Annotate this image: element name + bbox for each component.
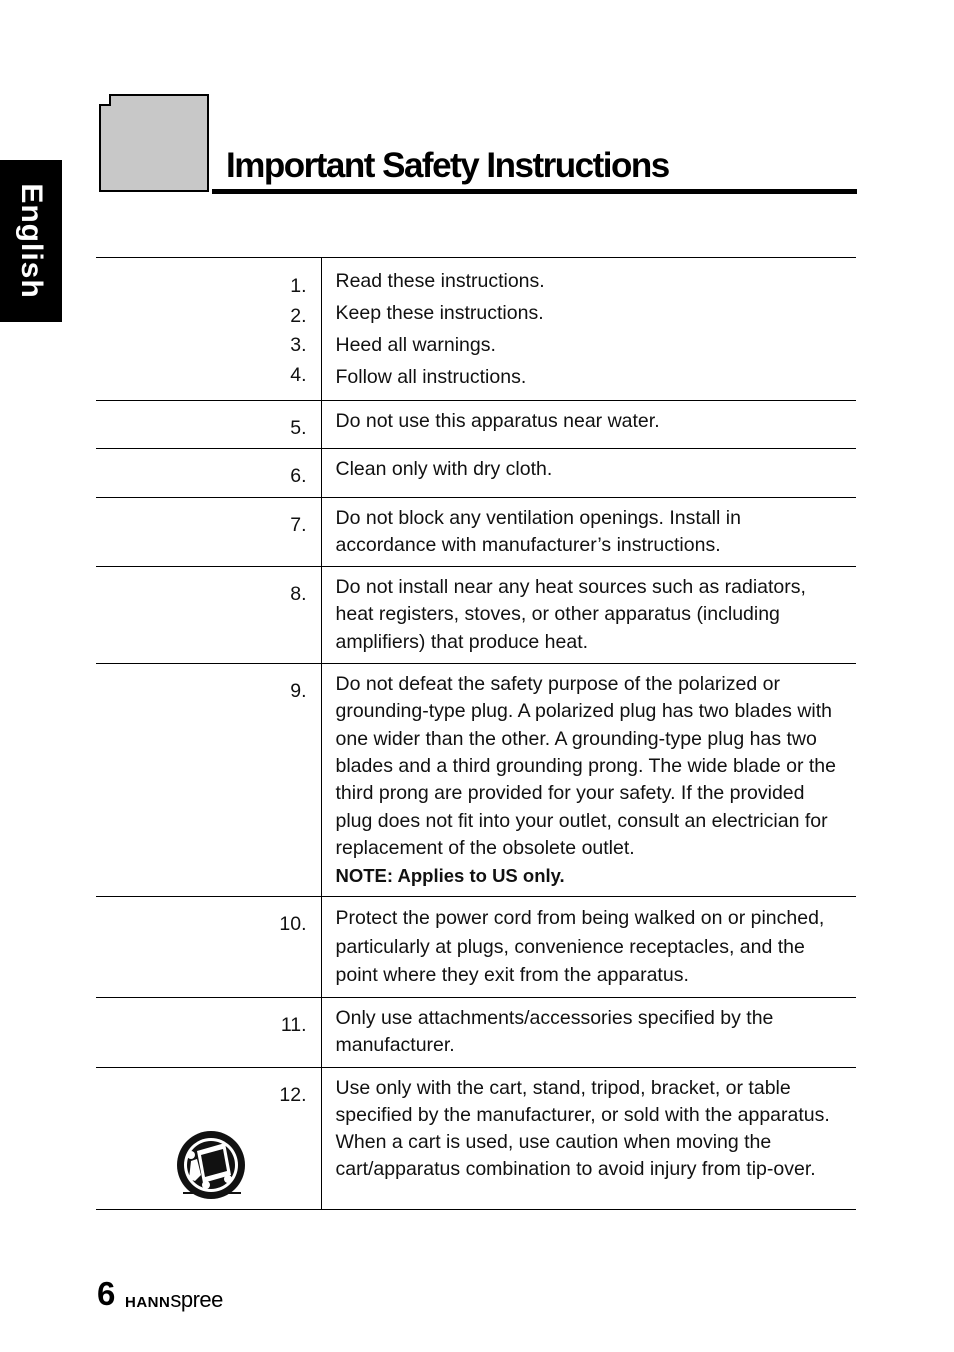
instruction-number: 9. <box>96 664 321 897</box>
instruction-row <box>96 567 856 664</box>
instruction-number: 10. <box>96 897 321 998</box>
instruction-row <box>96 1067 856 1209</box>
instruction-row <box>96 897 856 998</box>
instruction-row <box>96 401 856 449</box>
cart-tip-over-warning-icon <box>173 1131 249 1203</box>
brand-logo-light: spree <box>170 1287 223 1312</box>
instruction-number: 8. <box>96 567 321 664</box>
page-title: Important Safety Instructions <box>226 146 669 185</box>
instruction-text: Do not use this apparatus near water. <box>321 401 856 449</box>
instruction-row <box>96 497 856 567</box>
instruction-number: 2. <box>290 304 307 327</box>
instruction-number: 7. <box>96 497 321 567</box>
instruction-text: Clean only with dry cloth. <box>321 449 856 497</box>
instruction-text-cell <box>321 664 856 897</box>
instruction-text: Heed all warnings. <box>335 334 496 356</box>
instruction-row <box>96 664 856 897</box>
title-underline <box>212 189 857 194</box>
instruction-text: Read these instructions. <box>335 270 545 292</box>
instruction-text: Do not install near any heat sources such as radiators, heat registers, stoves, or other apparatus (including amplifiers) that produce heat. <box>321 567 856 664</box>
instruction-number-cell <box>96 258 321 401</box>
language-tab-label: English <box>15 183 48 299</box>
instruction-text: Do not defeat the safety purpose of the polarized or grounding-type plug. A polarized plug has two blades with one wider than the other. A grounding-type plug has two blades and a third grounding prong. The wide blade or the third prong are provided for your safety. If the provided plug does not fit into your outlet, consult an electrician for replacement of the obsolete outlet. <box>335 673 836 859</box>
brand-logo-bold: HANN <box>125 1294 171 1311</box>
instruction-text: Only use attachments/accessories specified by the manufacturer. <box>321 997 856 1067</box>
instruction-number: 4. <box>290 363 307 386</box>
instruction-number: 5. <box>96 401 321 449</box>
instruction-text: Follow all instructions. <box>335 366 527 388</box>
instruction-number: 6. <box>96 449 321 497</box>
safety-instructions-table <box>96 257 856 1210</box>
instruction-text: Protect the power cord from being walked on or pinched, particularly at plugs, convenience receptacles, and the point where they exit from the apparatus. <box>321 897 856 998</box>
instruction-number: 3. <box>290 334 307 356</box>
instruction-number: 11. <box>96 997 321 1067</box>
page-number: 6 <box>97 1275 116 1312</box>
instruction-text-cell <box>321 258 856 401</box>
header-decoration-box <box>98 93 210 193</box>
instruction-note: NOTE: Applies to US only. <box>335 865 565 887</box>
instruction-row <box>96 449 856 497</box>
instruction-number-cell <box>96 1067 321 1209</box>
brand-logo <box>125 1287 223 1313</box>
language-tab <box>0 160 62 322</box>
instruction-row <box>96 258 856 401</box>
instruction-text: Do not block any ventilation openings. Install in accordance with manufacturer’s instructions. <box>321 497 856 567</box>
instruction-text: Keep these instructions. <box>335 302 544 324</box>
instruction-number: 12. <box>279 1083 307 1106</box>
instruction-text: Use only with the cart, stand, tripod, bracket, or table specified by the manufacturer, or sold with the apparatus. When a cart is used, use caution when moving the cart/apparatus combination to avoid injury from tip-over. <box>321 1067 856 1209</box>
instruction-number: 1. <box>290 275 307 297</box>
instruction-row <box>96 997 856 1067</box>
